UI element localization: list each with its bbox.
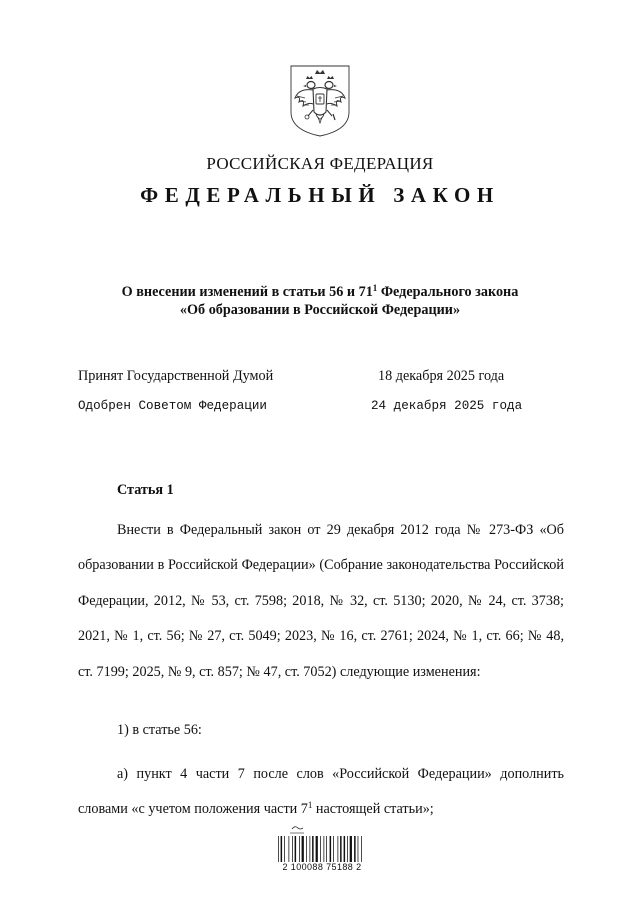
article-item-1: 1) в статье 56:: [117, 722, 202, 738]
article-heading: Статья 1: [117, 482, 174, 498]
law-title: [0, 283, 640, 319]
law-title-line2: «Об образовании в Российской Федерации»: [179, 302, 461, 318]
country-name: РОССИЙСКАЯ ФЕДЕРАЦИЯ: [206, 154, 434, 173]
law-title-line1-tail: Федерального закона: [377, 284, 519, 300]
adoption-duma-row: [78, 368, 558, 385]
council-label: Одобрен Советом Федерации: [78, 399, 267, 413]
barcode-number: 2 100088 75188 2: [282, 862, 362, 872]
law-title-superscript: 1: [372, 283, 378, 293]
council-date: 24 декабря 2025 года: [371, 399, 523, 413]
document-type: ФЕДЕРАЛЬНЫЙ ЗАКОН: [140, 183, 500, 207]
law-title-line1-text: О внесении изменений в статьи 56 и 71: [121, 284, 373, 300]
article-item-1a: [78, 757, 564, 828]
duma-label: Принят Государственной Думой: [78, 368, 274, 384]
article-item-1a-tail: настоящей статьи»;: [312, 801, 434, 818]
article-item-1a-superscript: 1: [307, 800, 313, 811]
law-title-line1: [0, 283, 640, 301]
adoption-council-row: [78, 399, 558, 413]
article-intro-paragraph: Внести в Федеральный закон от 29 декабря 2012 года № 273-ФЗ «Об образовании в Российской Федерации» (Собрание законодательства Российской Федерации, 2012, № 53, ст. 7598; 2018, № 32, ст. 5130; 2020, № 24, ст. 3738; 2021, № 1, ст. 56; № 27, ст. 5049; 2023, № 16, ст. 2761; 2024, № 1, ст. 66; № 48, ст. 7199; 2025, № 9, ст. 857; № 47, ст. 7052) следующие изменения:: [78, 522, 564, 680]
duma-date: 18 декабря 2025 года: [378, 368, 505, 384]
coat-of-arms-icon: [289, 64, 351, 138]
article-item-1a-text: а) пункт 4 части 7 после слов «Российской Федерации» дополнить словами «с учетом положения части 7: [78, 766, 564, 818]
